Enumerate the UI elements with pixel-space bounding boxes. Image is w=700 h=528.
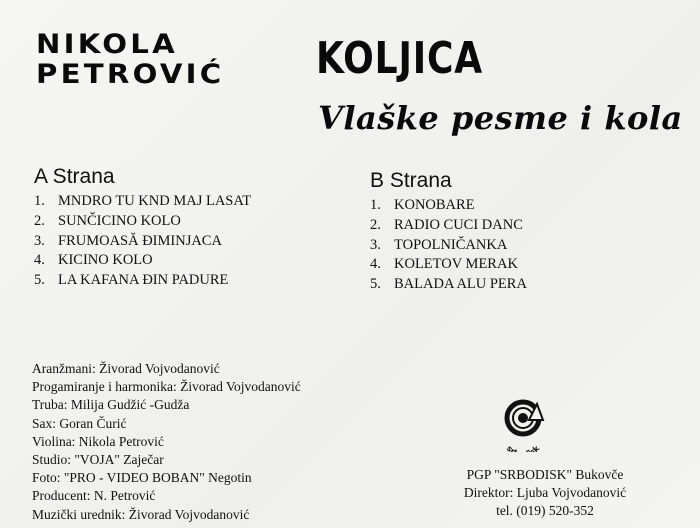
artist-first-name: NIKOLA [36, 29, 178, 60]
credit-line: Progamiranje i harmonika: Živorad Vojvodanović [32, 379, 301, 395]
track-item [34, 251, 251, 271]
track-number: 4. [34, 252, 45, 269]
track-title: KOLETOV MERAK [394, 256, 518, 273]
track-title: MNDRO TU KND MAJ LASAT [58, 193, 252, 209]
credit-line: Muzički urednik: Živorad Vojvodanović [32, 506, 250, 522]
credit-line: Truba: Milija Gudžić -Gudža [32, 397, 190, 413]
track-number: 2. [34, 212, 45, 229]
label-company: PGP "SRBODISK" Bukovče [466, 467, 624, 482]
track-title: LA KAFANA ĐIN PADURE [58, 272, 229, 289]
credit-line: Studio: "VOJA" Zaječar [32, 452, 164, 468]
label-director: Direktor: Ljuba Vojvodanović [463, 485, 627, 501]
track-number: 1. [34, 193, 45, 209]
track-number: 2. [370, 216, 381, 233]
track-item [370, 275, 527, 295]
credit-line: Producent: N. Petrović [32, 488, 156, 504]
label-phone: tel. (019) 520-352 [496, 503, 594, 519]
track-number: 3. [370, 236, 381, 253]
track-item [370, 236, 527, 256]
track-number: 1. [370, 197, 381, 213]
label-info [420, 466, 670, 521]
track-title: KICINO KOLO [58, 252, 153, 269]
album-subtitle: Vlaške pesme i kola [318, 99, 683, 137]
track-number: 5. [370, 276, 381, 293]
logo-text: sr sk [504, 443, 542, 452]
track-title: BALADA ALU PERA [394, 276, 527, 293]
side-b-track-list [370, 196, 527, 295]
track-item [370, 255, 527, 275]
track-title: TOPOLNIČANKA [394, 236, 508, 253]
srbodisk-logo-icon [496, 398, 550, 452]
track-item [34, 232, 251, 252]
track-item [370, 196, 527, 216]
artist-name [36, 30, 224, 90]
svg-text:srbodisk [505, 443, 542, 452]
track-title: KONOBARE [394, 197, 475, 213]
credit-line: Sax: Goran Čurić [32, 415, 127, 431]
album-title: KOLJICA [316, 33, 483, 84]
credits-block [32, 360, 301, 524]
track-item [34, 192, 251, 212]
track-number: 5. [34, 272, 45, 289]
track-item [34, 212, 251, 232]
track-title: FRUMOASĂ ĐIMINJACA [58, 232, 222, 249]
credit-line: Violina: Nikola Petrović [32, 433, 164, 449]
track-number: 4. [370, 256, 381, 273]
track-item [370, 216, 527, 236]
side-a [34, 164, 251, 291]
side-b-heading: B Strana [370, 169, 452, 192]
track-item [34, 271, 251, 291]
side-a-track-list [34, 192, 251, 291]
artist-last-name: PETROVIĆ [36, 59, 225, 90]
side-a-heading: A Strana [34, 165, 115, 188]
credit-line: Aranžmani: Živorad Vojvodanović [32, 361, 220, 376]
side-b [370, 168, 527, 295]
track-number: 3. [34, 232, 45, 249]
credit-line: Foto: "PRO - VIDEO BOBAN" Negotin [32, 470, 252, 486]
track-title: SUNČICINO KOLO [58, 212, 181, 229]
track-title: RADIO CUCI DANC [394, 216, 523, 233]
